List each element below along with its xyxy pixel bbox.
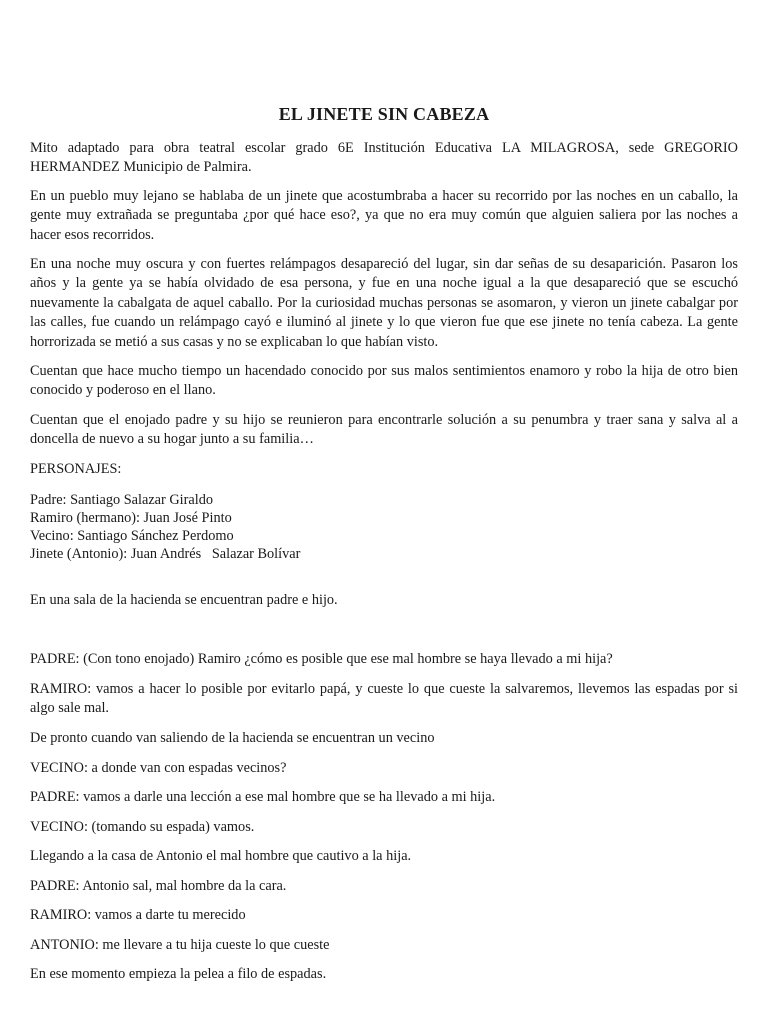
intro-paragraph: Mito adaptado para obra teatral escolar grado 6E Institución Educativa LA MILAGROSA, sede GREGORIO HERMANDEZ Municipio de Palmira. [30,140,738,176]
dialogue-line: De pronto cuando van saliendo de la hacienda se encuentran un vecino [30,730,435,746]
personaje-item: Ramiro (hermano): Juan José Pinto [30,510,232,526]
personaje-item: Padre: Santiago Salazar Giraldo [30,492,214,508]
dialogue-line: PADRE: Antonio sal, mal hombre da la cara. [30,878,287,894]
paragraph-4: Cuentan que el enojado padre y su hijo se reunieron para encontrarle solución a su penumbra y traer sana y salva al a doncella de nuevo a su hogar junto a su familia… [30,412,738,448]
personajes-list [30,491,738,563]
dialogue-line: VECINO: (tomando su espada) vamos. [30,819,255,835]
personajes-heading: PERSONAJES: [30,461,122,477]
personaje-item: Vecino: Santiago Sánchez Perdomo [30,528,234,544]
document-title: EL JINETE SIN CABEZA [278,104,490,124]
paragraph-2: En una noche muy oscura y con fuertes relámpagos desapareció del lugar, sin dar señas de su desaparición. Pasaron los años y la gente ya se había olvidado de esa persona, y fue en una noche igual a la que desapareció que se escuchó nuevamente la cabalgata de aquel caballo. Por la curiosidad muchas personas se asomaron, y vieron un jinete cabalgar por las calles, fue cuando un relámpago cayó e iluminó al jinete y lo que vieron fue que ese jinete no tenía cabeza. La gente horrorizada se metió a sus casas y no se explicaban lo que habían visto. [30,256,738,350]
dialogue-line: RAMIRO: vamos a hacer lo posible por evitarlo papá, y cueste lo que cueste la salvaremos, llevemos las espadas por si algo sale mal. [30,681,738,717]
dialogue-line: En ese momento empieza la pelea a filo de espadas. [30,966,327,982]
paragraph-1: En un pueblo muy lejano se hablaba de un jinete que acostumbraba a hacer su recorrido por las noches en un caballo, la gente muy extrañada se preguntaba ¿por qué hace eso?, ya que no era muy común que alguien saliera por las noches a hacer esos recorridos. [30,188,738,243]
dialogue-line: PADRE: (Con tono enojado) Ramiro ¿cómo es posible que ese mal hombre se haya llevado a mi hija? [30,651,613,667]
paragraph-3: Cuentan que hace mucho tiempo un hacendado conocido por sus malos sentimientos enamoro y robo la hija de otro bien conocido y poderoso en el llano. [30,363,738,399]
dialogue-line: RAMIRO: vamos a darte tu merecido [30,907,246,923]
dialogue-line: VECINO: a donde van con espadas vecinos? [30,760,287,776]
dialogue-line: PADRE: vamos a darle una lección a ese mal hombre que se ha llevado a mi hija. [30,789,496,805]
dialogue-line: ANTONIO: me llevare a tu hija cueste lo que cueste [30,937,330,953]
scene-description: En una sala de la hacienda se encuentran padre e hijo. [30,592,338,608]
dialogue-line: Llegando a la casa de Antonio el mal hombre que cautivo a la hija. [30,848,412,864]
personaje-item: Jinete (Antonio): Juan Andrés Salazar Bolívar [30,546,301,562]
